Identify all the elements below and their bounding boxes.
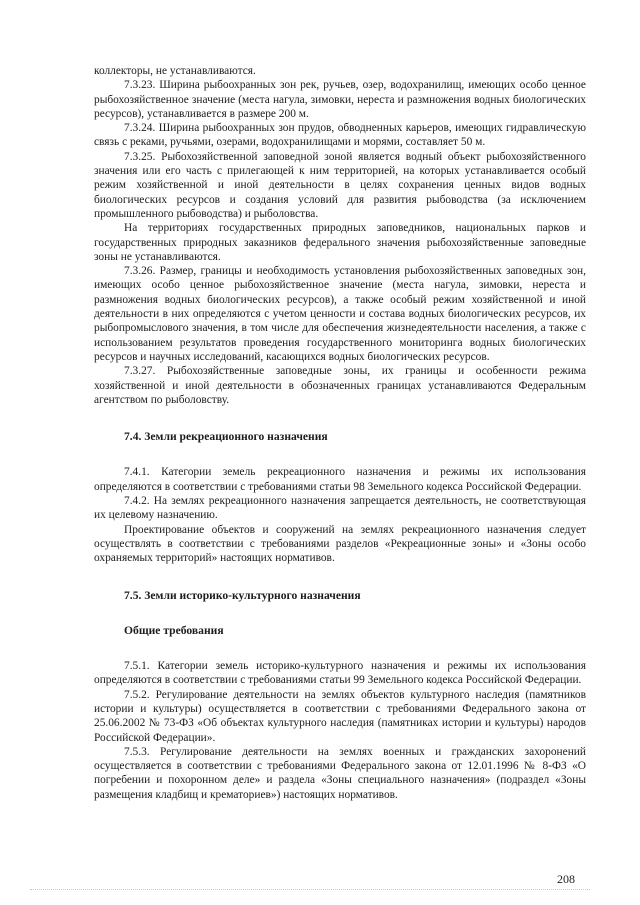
paragraph-7-5-3: 7.5.3. Регулирование деятельности на землях военных и гражданских захоронений осуществляется в соответствии с требованиями Федерального закона от 12.01.1996 № 8-ФЗ «О погребении и похоронном деле» и раздела «Зоны специального назначения» (подраздел «Зоны размещения кладбищ и крематориев») настоящих нормативов. bbox=[94, 745, 586, 801]
scan-artifact-line bbox=[30, 889, 590, 892]
paragraph-7-4-1: 7.4.1. Категории земель рекреационного назначения и режимы их использования определяются в соответствии с требованиями статьи 98 Земельного кодекса Российской Федерации. bbox=[94, 466, 586, 493]
section-heading-7-4: 7.4. Земли рекреационного назначения bbox=[124, 430, 328, 444]
paragraph-7-4-2: 7.4.2. На землях рекреационного назначения запрещается деятельность, не соответствующая их целевому назначению. bbox=[94, 495, 586, 522]
spacer bbox=[94, 407, 586, 430]
paragraph-7-3-25: 7.3.25. Рыбохозяйственной заповедной зоной является водный объект рыбохозяйственного значения или его часть с прилегающей к ним территорией, на которых устанавливается особый режим хозяйственной и иной деятельности в целях сохранения ценных видов водных биологических ресурсов и создания условий для развития рыбоводства (за исключением промышленного рыбоводства) и рыболовства. bbox=[94, 150, 586, 220]
page-content bbox=[94, 64, 586, 802]
section-heading-7-5: 7.5. Земли историко-культурного назначения bbox=[124, 588, 361, 602]
spacer bbox=[94, 603, 586, 624]
paragraph-7-3-23: 7.3.23. Ширина рыбоохранных зон рек, ручьев, озер, водохранилищ, имеющих особо ценное рыбохозяйственное значение (места нагула, зимовки, нереста и размножения водных биологических ресурсов), устанавливается в размере 200 м. bbox=[94, 79, 586, 120]
spacer bbox=[94, 566, 586, 589]
paragraph-reserves-note: На территориях государственных природных заповедников, национальных парков и государственных природных заказников федерального значения рыбохозяйственные заповедные зоны не устанавливаются. bbox=[94, 222, 586, 263]
paragraph-7-3-24: 7.3.24. Ширина рыбоохранных зон прудов, обводненных карьеров, имеющих гидравлическую связь с реками, ручьями, озерами, водохранилищами и морями, составляет 50 м. bbox=[94, 122, 586, 149]
paragraph-continuation: коллекторы, не устанавливаются. bbox=[94, 65, 256, 77]
paragraph-7-3-26: 7.3.26. Размер, границы и необходимость установления рыбохозяйственных заповедных зон, имеющих особо ценное рыбохозяйственное значение (места нагула, зимовки, нереста и размножения водных биологических ресурсов), а также особый режим хозяйственной и иной деятельности в них определяются с учетом ценности и состава водных биологических ресурсов, их рыбопромыслового значения, в том числе для обеспечения жизнедеятельности населения, а также с использованием результатов проведения государственного мониторинга водных биологических ресурсов и научных исследований, касающихся водных биологических ресурсов. bbox=[94, 265, 586, 363]
paragraph-7-4-design: Проектирование объектов и сооружений на землях рекреационного назначения следует осуществлять в соответствии с требованиями разделов «Рекреационные зоны» и «Зоны особо охраняемых территорий» настоящих нормативов. bbox=[94, 523, 586, 565]
paragraph-7-5-1: 7.5.1. Категории земель историко-культурного назначения и режимы их использования определяются в соответствии с требованиями статьи 99 Земельного кодекса Российской Федерации. bbox=[94, 660, 586, 687]
spacer bbox=[94, 444, 586, 465]
spacer bbox=[94, 638, 586, 659]
subheading-general-requirements: Общие требования bbox=[124, 623, 224, 637]
page-number: 208 bbox=[557, 872, 575, 886]
paragraph-7-5-2: 7.5.2. Регулирование деятельности на землях объектов культурного наследия (памятников истории и культуры) осуществляется в соответствии с требованиями Федерального закона от 25.06.2002 № 73-ФЗ «Об объектах культурного наследия (памятниках истории и культуры) народов Российской Федерации». bbox=[94, 688, 586, 744]
paragraph-7-3-27: 7.3.27. Рыбохозяйственные заповедные зоны, их границы и особенности режима хозяйственной и иной деятельности в обозначенных границах устанавливаются Федеральным агентством по рыболовству. bbox=[94, 365, 586, 406]
